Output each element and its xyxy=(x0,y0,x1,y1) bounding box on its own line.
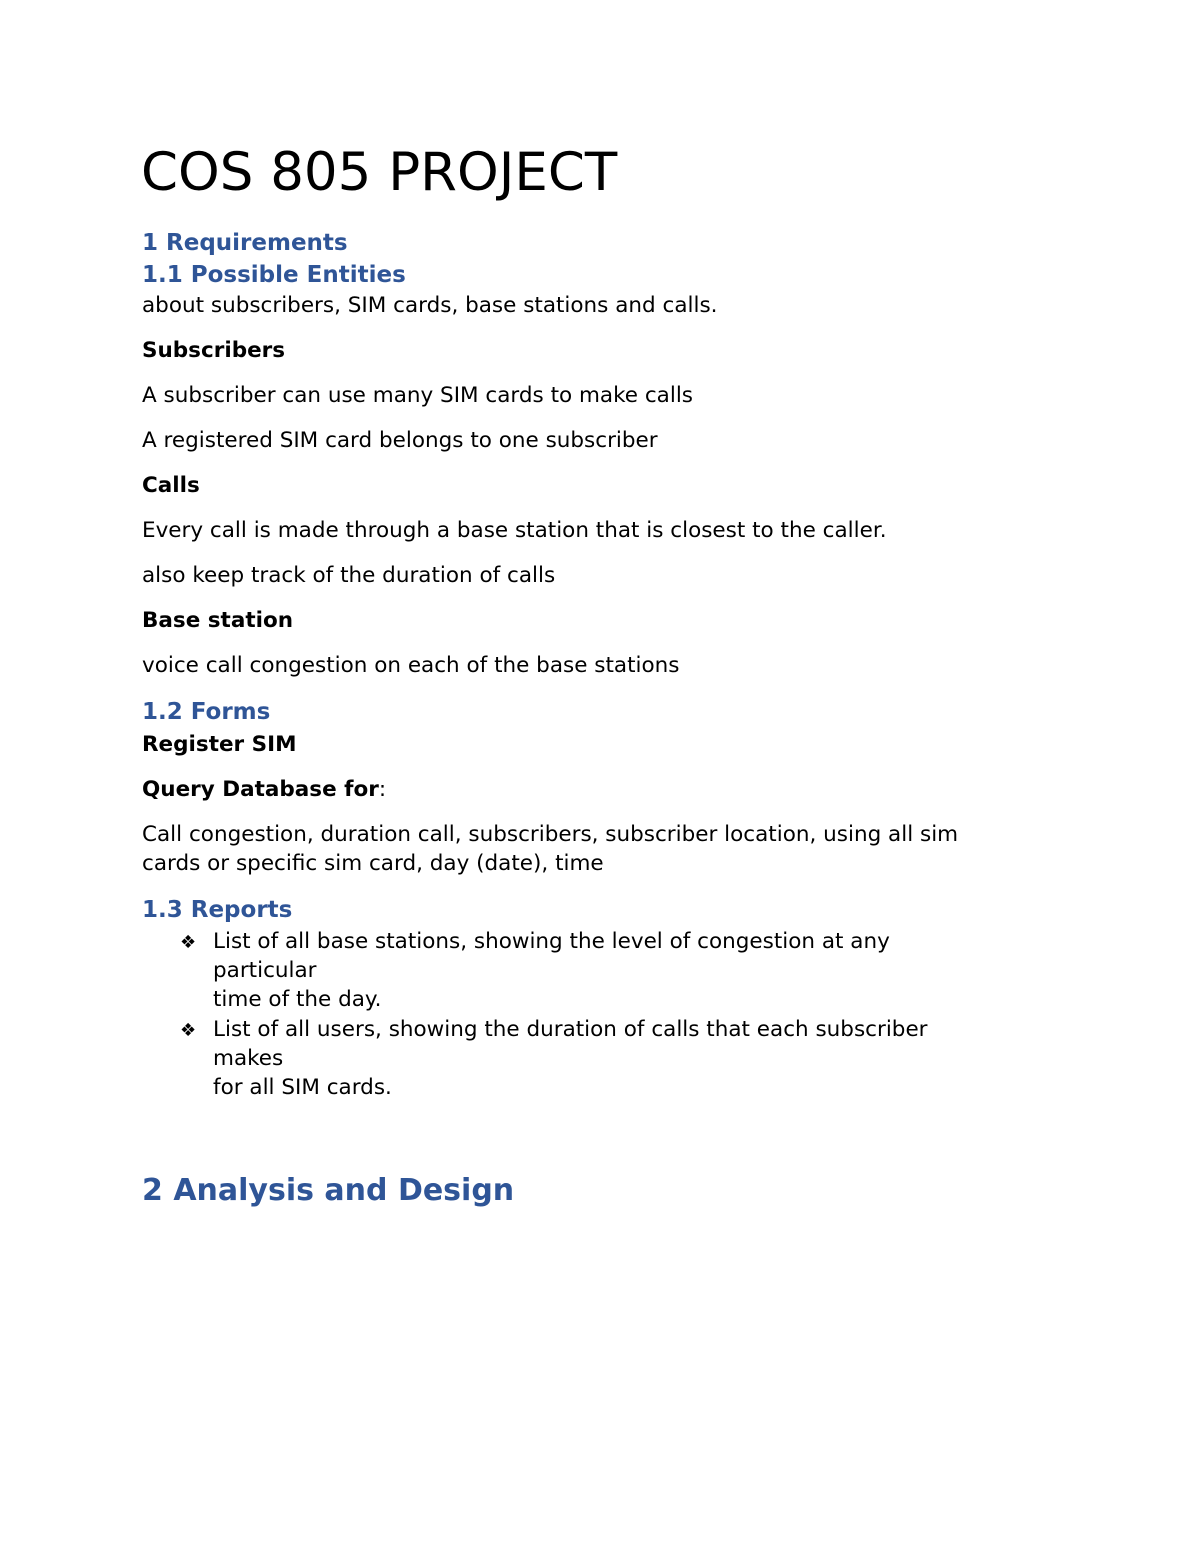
entities-intro: about subscribers, SIM cards, base stations and calls. xyxy=(142,293,718,318)
report-1-line-1: List of all base stations, showing the level of congestion at any xyxy=(213,929,890,954)
subscribers-heading: Subscribers xyxy=(142,338,286,363)
calls-line-1: Every call is made through a base station that is closest to the caller. xyxy=(142,518,887,543)
query-database-label xyxy=(142,775,386,804)
subscribers-line-1: A subscriber can use many SIM cards to make calls xyxy=(142,383,693,408)
heading-requirements: 1 Requirements xyxy=(142,230,348,256)
report-1-line-3: time of the day. xyxy=(213,987,382,1012)
heading-reports: 1.3 Reports xyxy=(142,897,293,923)
base-station-line-1: voice call congestion on each of the base stations xyxy=(142,653,680,678)
report-2-line-2: makes xyxy=(213,1046,284,1071)
heading-forms: 1.2 Forms xyxy=(142,699,271,725)
calls-line-2: also keep track of the duration of calls xyxy=(142,563,556,588)
heading-possible-entities: 1.1 Possible Entities xyxy=(142,262,406,288)
base-station-heading: Base station xyxy=(142,608,294,633)
report-2-line-1: List of all users, showing the duration of calls that each subscriber xyxy=(213,1017,928,1042)
report-1-line-2: particular xyxy=(213,958,317,983)
calls-heading: Calls xyxy=(142,473,200,498)
bullet-icon: ❖ xyxy=(180,932,197,953)
register-sim-label: Register SIM xyxy=(142,732,297,757)
query-database-bold: Query Database for xyxy=(142,777,379,802)
query-line-2: cards or specific sim card, day (date), time xyxy=(142,851,604,876)
document-title: COS 805 PROJECT xyxy=(141,142,618,203)
heading-analysis-design: 2 Analysis and Design xyxy=(142,1173,515,1208)
query-database-colon: : xyxy=(378,777,387,802)
subscribers-line-2: A registered SIM card belongs to one subscriber xyxy=(142,428,658,453)
bullet-icon: ❖ xyxy=(180,1020,197,1041)
query-line-1: Call congestion, duration call, subscribers, subscriber location, using all sim xyxy=(142,822,959,847)
report-2-line-3: for all SIM cards. xyxy=(213,1075,392,1100)
